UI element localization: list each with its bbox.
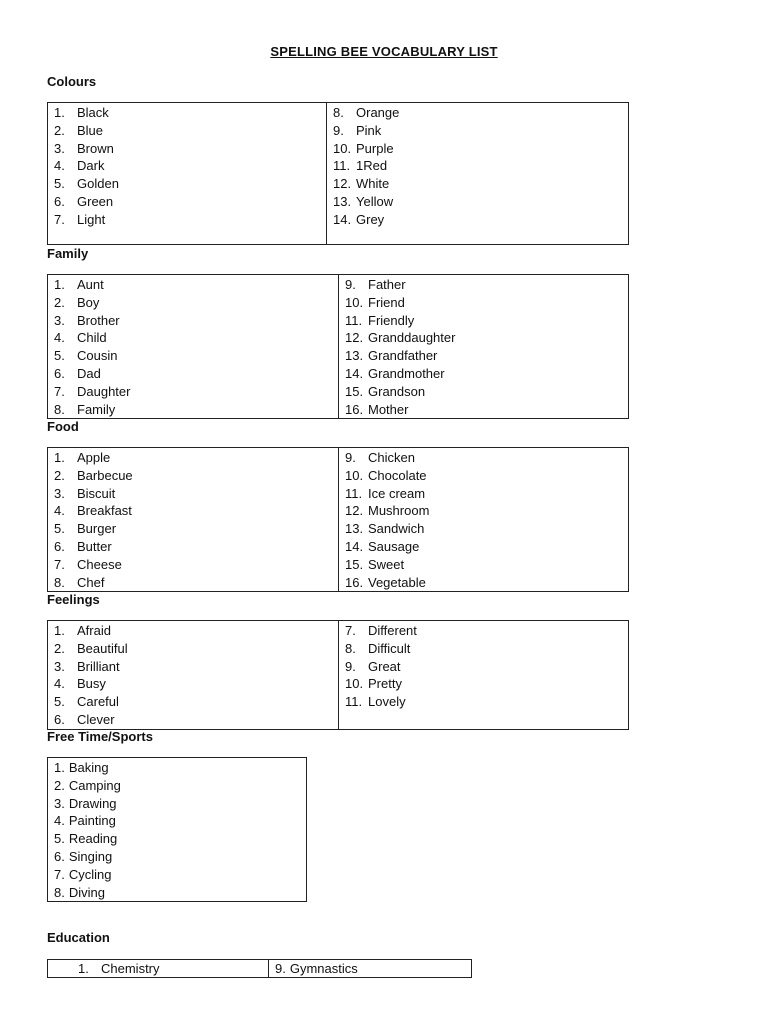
- list-item: 2. Camping: [54, 777, 121, 793]
- list-item: 13. Grandfather: [345, 348, 438, 364]
- list-item: 7. Daughter: [54, 383, 131, 399]
- list-item: 9. Gymnastics: [275, 961, 358, 976]
- list-item: 1. Baking: [54, 760, 109, 775]
- list-item: 3. Biscuit: [54, 485, 116, 501]
- list-item: 5. Reading: [54, 831, 118, 847]
- page-title: SPELLING BEE VOCABULARY LIST: [270, 44, 498, 59]
- list-item: 12. White: [333, 176, 390, 192]
- list-item: 1. Black: [54, 105, 109, 120]
- section-heading-food: Food: [47, 419, 79, 434]
- list-item: 11. Friendly: [345, 312, 415, 328]
- list-item: 15. Sweet: [345, 556, 405, 572]
- list-item: 12. Granddaughter: [345, 330, 456, 346]
- list-item: 6. Singing: [54, 848, 113, 864]
- list-item: 1. Apple: [54, 450, 111, 465]
- colours-table: [47, 102, 629, 245]
- list-item: 8. Chef: [54, 574, 105, 590]
- list-item: 4. Painting: [54, 813, 116, 829]
- list-item: 1. Afraid: [54, 623, 111, 638]
- list-item: 6. Clever: [54, 711, 115, 727]
- list-item: 6. Butter: [54, 538, 112, 554]
- list-item: 3. Brother: [54, 312, 120, 328]
- list-item: 7. Different: [345, 623, 417, 638]
- list-item: 9. Great: [345, 658, 401, 674]
- list-item: 4. Breakfast: [54, 503, 132, 519]
- list-item: 16. Mother: [345, 401, 409, 417]
- list-item: 10. Pretty: [345, 676, 402, 692]
- section-heading-family: Family: [47, 246, 89, 261]
- list-item: 8. Family: [54, 401, 116, 417]
- list-item: 13. Sandwich: [345, 521, 425, 537]
- section-heading-free-time-sports: Free Time/Sports: [47, 729, 153, 744]
- list-item: 15. Grandson: [345, 383, 426, 399]
- list-item: 9. Father: [345, 277, 406, 292]
- list-item: 7. Light: [54, 211, 106, 227]
- list-item: 4. Dark: [54, 158, 105, 174]
- list-item: 4. Busy: [54, 676, 106, 692]
- list-item: 11. 1Red: [333, 158, 388, 174]
- family-right-column: [339, 275, 629, 419]
- food-left-column: [48, 448, 339, 592]
- list-item: 10. Chocolate: [345, 467, 427, 483]
- education-left-column: [48, 960, 269, 978]
- list-item: 2. Beautiful: [54, 640, 128, 656]
- feelings-table: [47, 620, 629, 730]
- list-item: 2. Barbecue: [54, 467, 133, 483]
- free-time-sports-table: [47, 757, 307, 902]
- list-item: 14. Sausage: [345, 538, 420, 554]
- list-item: 3. Drawing: [54, 795, 117, 811]
- colours-left-column: [48, 103, 327, 245]
- list-item: 9. Pink: [333, 122, 382, 138]
- list-item: 8. Difficult: [345, 640, 411, 656]
- free-time-sports-column: [48, 758, 307, 902]
- list-item: 8. Diving: [54, 884, 105, 900]
- list-item: 11. Lovely: [345, 694, 406, 710]
- list-item: 2. Boy: [54, 294, 100, 310]
- list-item: 14. Grey: [333, 211, 385, 227]
- feelings-right-column: [339, 621, 629, 730]
- education-right-column: [269, 960, 472, 978]
- education-table: [47, 959, 472, 978]
- colours-right-column: [327, 103, 629, 245]
- list-item: 6. Dad: [54, 365, 101, 381]
- list-item: 4. Child: [54, 330, 107, 346]
- section-heading-colours: Colours: [47, 74, 97, 89]
- feelings-left-column: [48, 621, 339, 730]
- list-item: 2. Blue: [54, 122, 104, 138]
- list-item: 12. Mushroom: [345, 503, 430, 519]
- section-heading-education: Education: [47, 930, 110, 945]
- list-item: 5. Cousin: [54, 348, 118, 364]
- list-item: 1. Aunt: [54, 277, 104, 292]
- section-heading-feelings: Feelings: [47, 592, 100, 607]
- list-item: 6. Green: [54, 193, 114, 209]
- list-item: 7. Cycling: [54, 866, 112, 882]
- list-item: 3. Brilliant: [54, 658, 120, 674]
- food-table: [47, 447, 629, 592]
- list-item: 5. Burger: [54, 521, 117, 537]
- food-right-column: [339, 448, 629, 592]
- list-item: 13. Yellow: [333, 193, 394, 209]
- family-table: [47, 274, 629, 419]
- family-left-column: [48, 275, 339, 419]
- list-item: 10. Purple: [333, 140, 394, 156]
- list-item: 1. Chemistry: [78, 961, 160, 976]
- list-item: 7. Cheese: [54, 556, 122, 572]
- list-item: 14. Grandmother: [345, 365, 445, 381]
- list-item: 11. Ice cream: [345, 485, 426, 501]
- list-item: 5. Golden: [54, 176, 119, 192]
- list-item: 8. Orange: [333, 105, 400, 120]
- list-item: 16. Vegetable: [345, 574, 426, 590]
- list-item: 3. Brown: [54, 140, 114, 156]
- list-item: 9. Chicken: [345, 450, 415, 465]
- list-item: 10. Friend: [345, 294, 405, 310]
- list-item: 5. Careful: [54, 694, 119, 710]
